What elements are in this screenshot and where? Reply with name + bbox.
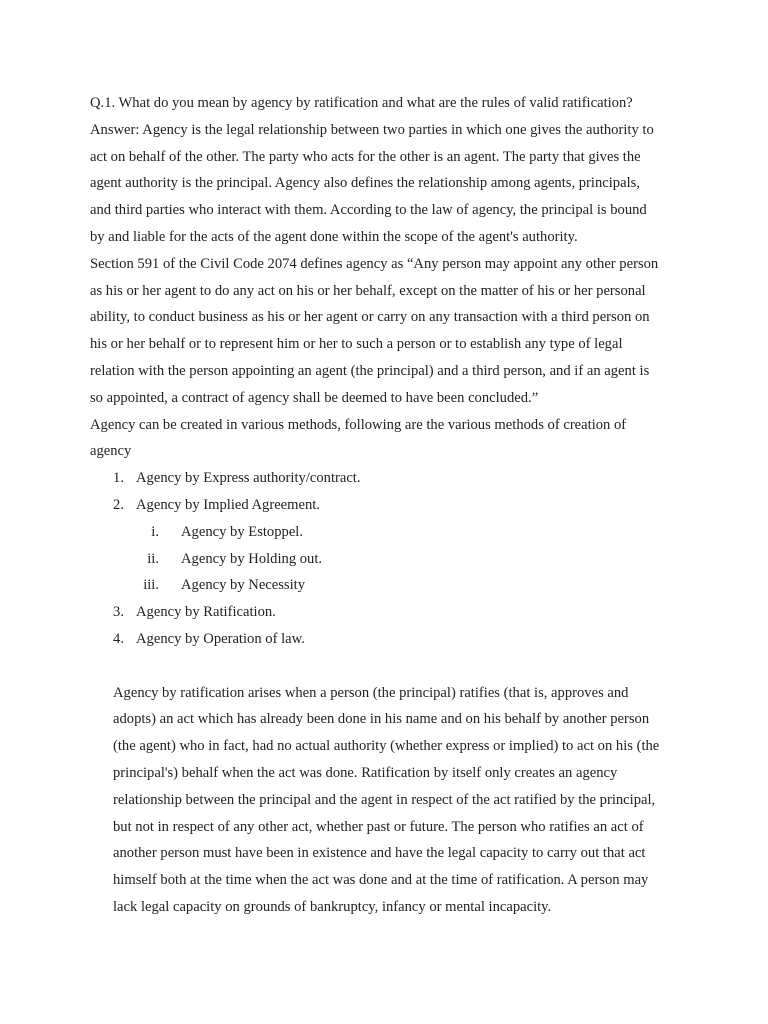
- section-line: his or her behalf or to represent him or her to such a person or to establish any type of legal: [90, 336, 623, 353]
- ratification-line: but not in respect of any other act, whether past or future. The person who ratifies an act of: [113, 818, 644, 835]
- answer-line: Answer: Agency is the legal relationship between two parties in which one gives the authority to: [90, 121, 654, 138]
- answer-line: and third parties who interact with them. According to the law of agency, the principal is bound: [90, 202, 647, 219]
- list-number: 1.: [113, 470, 124, 487]
- ratification-line: adopts) an act which has already been done in his name and on his behalf by another person: [113, 711, 650, 728]
- list-text: Agency by Implied Agreement.: [136, 496, 320, 513]
- list-number: 3.: [113, 604, 124, 621]
- list-number: 2.: [113, 496, 124, 513]
- list-number: 4.: [113, 630, 124, 647]
- methods-intro: [90, 412, 680, 466]
- ratification-paragraph: [90, 680, 680, 921]
- list-text: Agency by Ratification.: [136, 604, 276, 621]
- ratification-line: lack legal capacity on grounds of bankruptcy, infancy or mental incapacity.: [113, 898, 552, 915]
- section-line: ability, to conduct business as his or her agent or carry on any transaction with a third person on: [90, 309, 650, 326]
- list-item: [90, 599, 680, 626]
- list-item: [90, 546, 680, 573]
- list-item: [90, 465, 680, 492]
- list-item: [90, 492, 680, 519]
- section-paragraph: [90, 251, 680, 412]
- list-item: [90, 572, 680, 599]
- ratification-line: principal's) behalf when the act was done. Ratification by itself only creates an agency: [113, 764, 618, 781]
- section-line: relation with the person appointing an agent (the principal) and a third person, and if an agent is: [90, 362, 650, 379]
- paragraph-spacer: [90, 653, 680, 680]
- answer-line: by and liable for the acts of the agent done within the scope of the agent's authority.: [90, 228, 578, 245]
- ratification-line: another person must have been in existence and have the legal capacity to carry out that act: [113, 845, 646, 862]
- question-heading: Q.1. What do you mean by agency by ratification and what are the rules of valid ratification?: [90, 95, 633, 111]
- list-text: Agency by Necessity: [181, 577, 306, 594]
- list-text: Agency by Express authority/contract.: [136, 470, 361, 487]
- ratification-line: relationship between the principal and the agent in respect of the act ratified by the principal,: [113, 791, 656, 808]
- list-item: [90, 519, 680, 546]
- section-line: as his or her agent to do any act on his or her behalf, except on the matter of his or her personal: [90, 282, 646, 299]
- list-number: i.: [151, 523, 159, 540]
- document-page: [90, 90, 680, 921]
- list-number: ii.: [147, 550, 159, 567]
- answer-line: act on behalf of the other. The party who acts for the other is an agent. The party that gives the: [90, 148, 641, 165]
- methods-list: [90, 465, 680, 653]
- answer-line: agent authority is the principal. Agency also defines the relationship among agents, principals,: [90, 175, 640, 192]
- answer-paragraph: [90, 117, 680, 251]
- list-text: Agency by Holding out.: [181, 550, 323, 567]
- list-item: [90, 626, 680, 653]
- section-line: so appointed, a contract of agency shall be deemed to have been concluded.”: [90, 389, 539, 406]
- methods-intro-line: Agency can be created in various methods, following are the various methods of creation of: [90, 416, 627, 433]
- ratification-line: Agency by ratification arises when a person (the principal) ratifies (that is, approves and: [113, 684, 629, 701]
- methods-intro-line: agency: [90, 443, 132, 460]
- list-number: iii.: [143, 577, 159, 594]
- list-text: Agency by Estoppel.: [181, 523, 303, 540]
- list-text: Agency by Operation of law.: [136, 630, 305, 647]
- ratification-line: (the agent) who in fact, had no actual authority (whether express or implied) to act on his (the: [113, 738, 660, 755]
- section-line: Section 591 of the Civil Code 2074 defines agency as “Any person may appoint any other person: [90, 255, 659, 272]
- ratification-line: himself both at the time when the act was done and at the time of ratification. A person may: [113, 872, 649, 889]
